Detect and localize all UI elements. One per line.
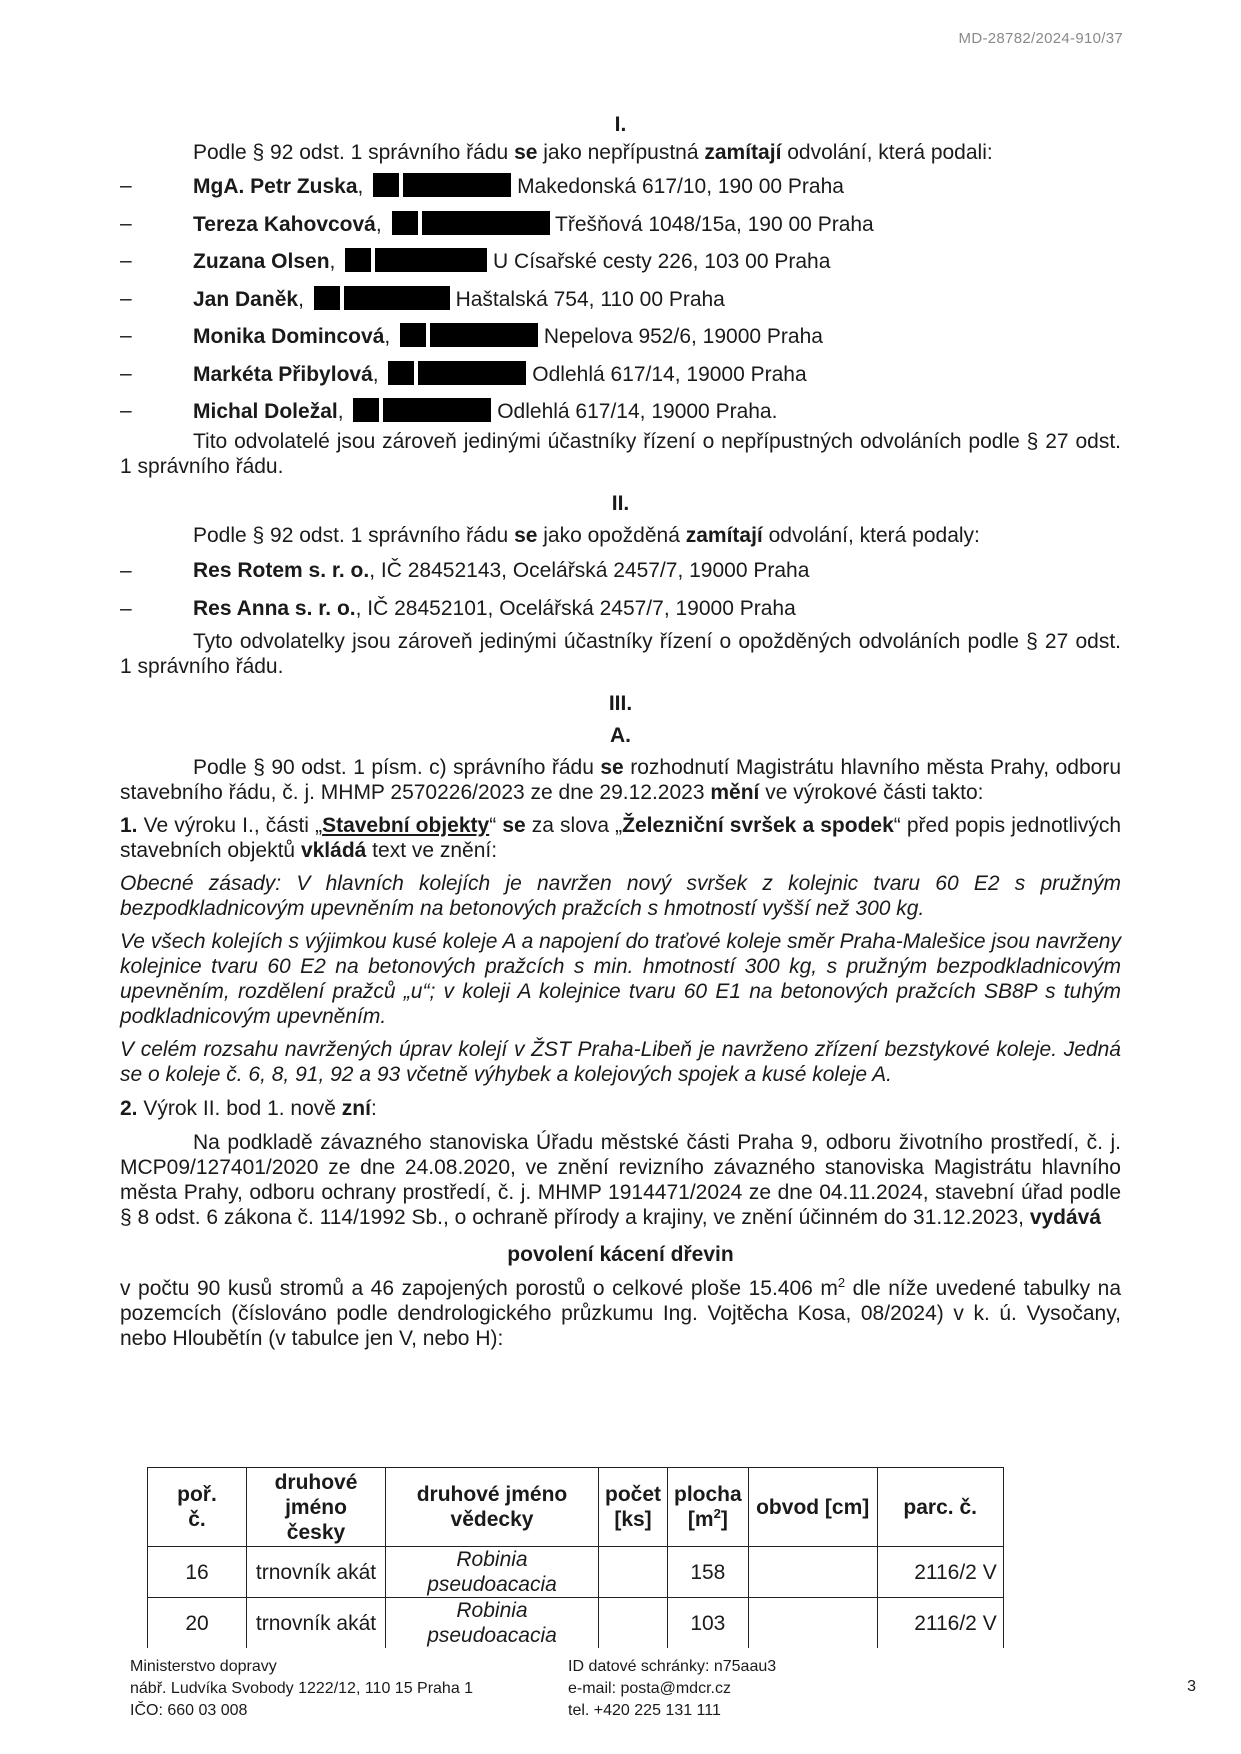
cell-count <box>599 1547 668 1598</box>
point-1: 1. Ve výroku I., části „Stavební objekty“ se za slova „Železniční svršek a spodek“ před popis jednotlivých stavebních objektů vkládá text ve znění: <box>120 813 1122 862</box>
point-2: 2. Výrok II. bod 1. nově zní: <box>120 1096 377 1120</box>
footer-phone: tel. +420 225 131 111 <box>568 1702 721 1719</box>
redaction-block <box>373 173 399 197</box>
redaction-block <box>383 398 491 422</box>
permit-paragraph: Na podkladě závazného stanoviska Úřadu městské části Praha 9, odboru životního prostředí, č. j. MCP09/127401/2020 ze dne 24.08.2020, ve znění revizního závazného stanoviska Magistrátu hlavního města Prahy, odboru ochrany prostředí, č. j. MHMP 1914471/2024 ze dne 04.11.2024, stavební úřad podle § 8 odst. 6 zákona č. 114/1992 Sb., o ochraně přírody a krajiny, ve znění účinném do 31.12.2023, vydává <box>120 1130 1121 1229</box>
list-item: – Markéta Přibylová, Odlehlá 617/14, 19000 Praha <box>120 361 807 386</box>
section-heading-1: I. <box>614 113 627 136</box>
cell-czech-name: trnovník akát <box>247 1598 386 1649</box>
redaction-block <box>418 361 526 385</box>
redaction-block <box>403 173 511 197</box>
cell-area: 103 <box>668 1598 749 1649</box>
cell-parcel: 2116/2 V <box>877 1547 1003 1598</box>
table-header-row <box>148 1468 1004 1547</box>
list-item: – Jan Daněk, Haštalská 754, 110 00 Praha <box>120 286 725 311</box>
redaction-block <box>388 361 414 385</box>
redaction-block <box>422 211 550 235</box>
section1-intro: Podle § 92 odst. 1 správního řádu se jako nepřípustná zamítají odvolání, která podali: <box>193 141 993 164</box>
cell-czech-name: trnovník akát <box>247 1547 386 1598</box>
list-item: – Res Rotem s. r. o., IČ 28452143, Ocelářská 2457/7, 19000 Praha <box>120 559 810 582</box>
footer-contacts <box>568 1656 776 1722</box>
section-heading-2: II. <box>611 492 630 515</box>
cell-count <box>599 1598 668 1649</box>
table-row <box>148 1547 1004 1598</box>
footer-organization <box>130 1656 473 1722</box>
list-item: – Res Anna s. r. o., IČ 28452101, Ocelářská 2457/7, 19000 Praha <box>120 596 796 620</box>
section2-closing: Tyto odvolatelky jsou zároveň jedinými účastníky řízení o opožděných odvoláních podle § 27 odst. 1 správního řádu. <box>120 629 1121 678</box>
italic-paragraph: Obecné zásady: V hlavních kolejích je navržen nový svršek z kolejnic tvaru 60 E2 s pružným bezpodkladnicovým upevněním na betonových pražcích s hmotností vyšší než 300 kg. <box>120 871 1121 920</box>
redaction-block <box>314 286 340 310</box>
redaction-block <box>344 286 450 310</box>
list-item: – MgA. Petr Zuska, Makedonská 617/10, 190 00 Praha <box>120 174 844 198</box>
list-item: – Monika Domincová, Nepelova 952/6, 19000 Praha <box>120 324 823 348</box>
page-number: 3 <box>1187 1678 1196 1695</box>
section-heading-3: III. <box>608 691 633 715</box>
list-item: – Tereza Kahovcová, Třešňová 1048/15a, 190 00 Praha <box>120 211 874 236</box>
permit-description: v počtu 90 kusů stromů a 46 zapojených porostů o celkové ploše 15.406 $m^2$ dle níže uvedené tabulky na pozemcích (číslováno podle dendrologického průzkumu Ing. Vojtěcha Kosa, 08/2024) v k. ú. Vysočany, nebo Hloubětín (v tabulce jen V, nebo H): <box>120 1274 1121 1350</box>
redaction-block <box>353 398 379 422</box>
col-header-czech-name: druhové jméno česky <box>247 1468 386 1547</box>
permit-title: povolení kácení dřevin <box>507 1242 734 1266</box>
cell-latin-name: Robinia pseudoacacia <box>386 1547 599 1598</box>
tree-felling-table <box>147 1467 1004 1648</box>
section2-intro: Podle § 92 odst. 1 správního řádu se jako opožděná zamítají odvolání, která podaly: <box>193 524 980 547</box>
list-item: – Michal Doležal, Odlehlá 617/14, 19000 Praha. <box>120 399 778 423</box>
section2-appellant-list <box>120 558 1121 621</box>
cell-order: 20 <box>148 1598 247 1649</box>
cell-area: 158 <box>668 1547 749 1598</box>
col-header-order: poř. č. <box>148 1468 247 1547</box>
col-header-count: počet [ks] <box>599 1468 668 1547</box>
col-header-latin-name: druhové jméno vědecky <box>386 1468 599 1547</box>
cell-parcel: 2116/2 V <box>877 1598 1003 1649</box>
section1-closing: Tito odvolatelé jsou zároveň jedinými účastníky řízení o nepřípustných odvoláních podle § 27 odst. 1 správního řádu. <box>120 430 1121 478</box>
list-item: – Zuzana Olsen, U Císařské cesty 226, 103 00 Praha <box>120 249 831 273</box>
footer-databox: ID datové schránky: n75aau3 <box>568 1658 777 1675</box>
redaction-block <box>400 323 426 347</box>
document-reference: MD-28782/2024-910/37 <box>958 30 1123 47</box>
redaction-block <box>375 248 487 272</box>
redaction-block <box>430 323 538 347</box>
italic-paragraph: V celém rozsahu navržených úprav kolejí v ŽST Praha-Libeň je navrženo zřízení bezstykové koleje. Jedná se o koleje č. 6, 8, 91, 92 a 93 včetně výhybek a kolejových spojek a kusé koleje A. <box>120 1037 1121 1086</box>
footer-email: e-mail: posta@mdcr.cz <box>568 1680 731 1697</box>
col-header-area: plocha $[m^2]$ <box>668 1468 749 1547</box>
col-header-circumference: obvod [cm] <box>748 1468 877 1547</box>
col-header-parcel: parc. č. <box>877 1468 1003 1547</box>
section3-intro: Podle § 90 odst. 1 písm. c) správního řádu se rozhodnutí Magistrátu hlavního města Prahy, odboru stavebního řádu, č. j. MHMP 2570226/2023 ze dne 29.12.2023 mění ve výrokové části takto: <box>120 755 1121 804</box>
redaction-block <box>345 248 371 272</box>
document-body <box>120 112 1121 1351</box>
footer-ico: IČO: 660 03 008 <box>130 1702 248 1719</box>
section1-appellant-list <box>120 173 1121 423</box>
table-row <box>148 1598 1004 1649</box>
footer-address: nábř. Ludvíka Svobody 1222/12, 110 15 Praha 1 <box>130 1680 474 1697</box>
cell-latin-name: Robinia pseudoacacia <box>386 1598 599 1649</box>
cell-circumference <box>748 1598 877 1649</box>
cell-order: 16 <box>148 1547 247 1598</box>
cell-circumference <box>748 1547 877 1598</box>
section-subheading-a: A. <box>610 723 631 747</box>
redaction-block <box>392 211 418 235</box>
footer-org-name: Ministerstvo dopravy <box>130 1658 277 1675</box>
italic-paragraph: Ve všech kolejích s výjimkou kusé koleje A a napojení do traťové koleje směr Praha-Malešice jsou navrženy kolejnice tvaru 60 E2 na betonových pražcích s min. hmotností 300 kg, s pružným bezpodkladnicovým upevněním, rozdělení pražců „u“; v koleji A kolejnice tvaru 60 E1 na betonových pražcích SB8P s tuhým podkladnicovým upevněním. <box>120 929 1121 1028</box>
